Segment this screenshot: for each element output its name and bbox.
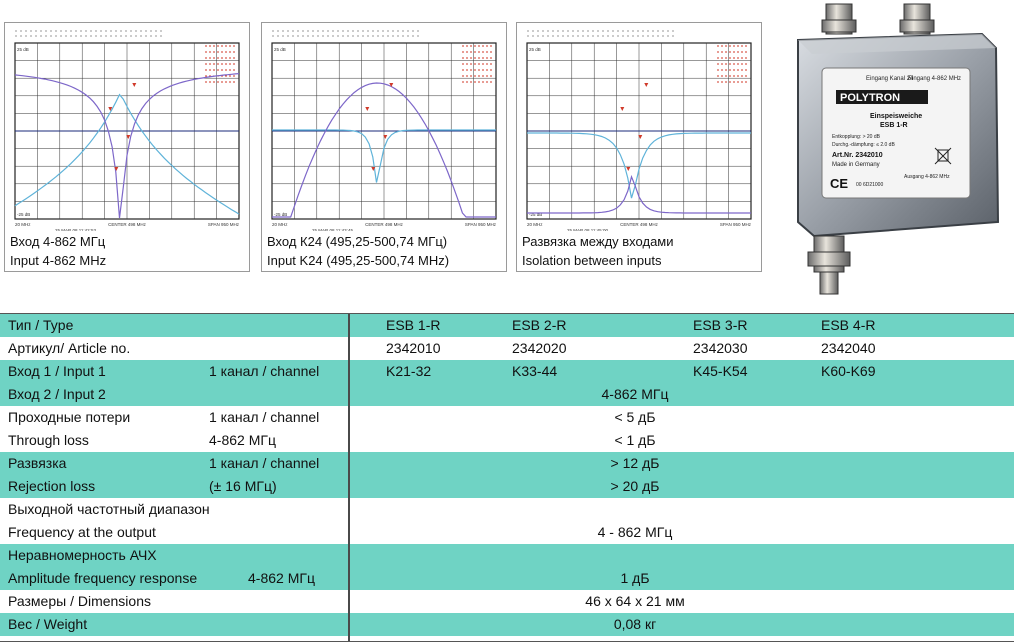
row-label: Rejection loss <box>8 478 96 494</box>
label-input1: Eingang Kanal 24 <box>866 76 914 82</box>
analyzer-plot <box>9 27 247 231</box>
f-connector-icon <box>822 4 856 34</box>
row-label: Through loss <box>8 432 89 448</box>
f-connector-icon <box>808 236 850 294</box>
scale-bottom-label: -25 dB <box>274 212 288 217</box>
chart-caption-ru: Развязка между входами <box>522 234 674 249</box>
row-label: Вход 2 / Input 2 <box>8 386 106 402</box>
row-value: > 20 дБ <box>610 478 660 494</box>
scale-top-label: 25 dB <box>274 47 286 52</box>
footer-center-label: CENTER 498 MHz <box>620 222 658 227</box>
table-row-loss-band <box>0 429 1014 452</box>
label-model: ESB 1-R <box>880 122 908 129</box>
label-spec2: Durchg.-dämpfung: ≤ 2.0 dB <box>832 142 895 148</box>
article-esb2: 2342020 <box>512 340 567 356</box>
chart-caption-ru: Вход К24 (495,25-500,74 МГц) <box>267 234 448 249</box>
footer-date-label: 25.MAR.08 11:45:00 <box>567 228 608 231</box>
row-value: 4 - 862 МГц <box>597 524 673 540</box>
row-label: Вес / Weight <box>8 616 88 632</box>
model-esb2: ESB 2-R <box>512 317 567 333</box>
table-row-dimensions <box>0 590 1014 613</box>
footer-date-label: 25.MAR.08 11:42:53 <box>55 228 96 231</box>
row-label: Артикул/ Article no. <box>8 340 131 356</box>
row-value: < 5 дБ <box>614 409 656 425</box>
scale-bottom-label: -25 dB <box>529 212 543 217</box>
table-row-type <box>0 314 1014 337</box>
label-input2: Eingang 4-862 MHz <box>908 76 962 82</box>
chart-caption-en: Input K24 (495,25-500,74 MHz) <box>267 253 450 268</box>
input1-esb2: K33-44 <box>512 363 558 379</box>
chart-card-isolation <box>516 22 762 272</box>
row-value: 46 х 64 х 21 мм <box>585 593 685 609</box>
table-row-loss-channel <box>0 406 1014 429</box>
ce-mark: CE <box>830 176 849 191</box>
footer-date-label: 25.MAR.08 11:43:45 <box>312 228 353 231</box>
footer-center-label: CENTER 498 MHz <box>365 222 403 227</box>
column-divider <box>348 314 350 641</box>
row-label: Развязка <box>8 455 67 471</box>
row-sub-label: 1 канал / channel <box>209 409 320 425</box>
label-spec1: Entkopplung: > 20 dB <box>832 134 880 140</box>
product-photo <box>786 0 1014 300</box>
row-label-en: Frequency at the output <box>8 524 156 540</box>
table-row-rejection-channel <box>0 452 1014 475</box>
table-row-amplitude <box>0 544 1014 590</box>
row-value: 1 дБ <box>620 570 650 586</box>
label-output: Ausgang 4-862 MHz <box>904 174 950 180</box>
row-label-ru: Выходной частотный диапазон <box>8 501 210 517</box>
input1-esb3: K45-K54 <box>693 363 748 379</box>
row-label: Проходные потери <box>8 409 131 425</box>
analyzer-plot <box>521 27 759 231</box>
scale-top-label: 25 dB <box>17 47 29 52</box>
article-esb3: 2342030 <box>693 340 748 356</box>
row-value: > 12 дБ <box>610 455 660 471</box>
row-label-ru: Неравномерность АЧХ <box>8 547 157 563</box>
label-title: Einspeisweiche <box>870 113 923 120</box>
row-sub-label: 4-862 МГц <box>248 570 315 586</box>
table-row-input2 <box>0 383 1014 406</box>
row-sub-label: 1 канал / channel <box>209 455 320 471</box>
chart-caption-en: Isolation between inputs <box>522 253 662 268</box>
model-esb4: ESB 4-R <box>821 317 876 333</box>
polytron-logo: POLYTRON <box>840 92 901 104</box>
article-esb1: 2342010 <box>386 340 441 356</box>
scale-bottom-label: -25 dB <box>17 212 31 217</box>
input1-esb4: K60-K69 <box>821 363 876 379</box>
scale-top-label: 25 dB <box>529 47 541 52</box>
label-code: 00 6D21000 <box>856 182 884 188</box>
footer-start-label: 20 MHz <box>527 222 543 227</box>
row-sub-label: (± 16 МГц) <box>209 478 277 494</box>
row-sub-label: 4-862 МГц <box>209 432 276 448</box>
label-artnr: Art.Nr. 2342010 <box>832 152 883 159</box>
article-esb4: 2342040 <box>821 340 876 356</box>
table-row-frequency <box>0 498 1014 544</box>
row-value: 4-862 МГц <box>601 386 669 402</box>
row-value: < 1 дБ <box>614 432 656 448</box>
analyzer-plot <box>266 27 504 231</box>
footer-span-label: SPAN 950 MHz <box>207 222 239 227</box>
spec-table <box>0 313 1014 642</box>
footer-start-label: 20 MHz <box>15 222 31 227</box>
footer-center-label: CENTER 498 MHz <box>108 222 146 227</box>
row-label-en: Amplitude frequency response <box>8 570 198 586</box>
chart-caption-ru: Вход 4-862 МГц <box>10 234 106 249</box>
table-row-rejection-offset <box>0 475 1014 498</box>
row-label: Размеры / Dimensions <box>8 593 151 609</box>
table-row-article <box>0 337 1014 360</box>
footer-span-label: SPAN 950 MHz <box>464 222 496 227</box>
model-esb1: ESB 1-R <box>386 317 441 333</box>
f-connector-icon <box>900 4 934 34</box>
row-label: Вход 1 / Input 1 <box>8 363 106 379</box>
row-label: Тип / Type <box>8 317 74 333</box>
model-esb3: ESB 3-R <box>693 317 748 333</box>
row-value: 0,08 кг <box>613 616 657 632</box>
row-sub-label: 1 канал / channel <box>209 363 320 379</box>
chart-card-input-k24 <box>261 22 507 272</box>
label-made: Made in Germany <box>832 162 880 168</box>
chart-card-input-4-862 <box>4 22 250 272</box>
footer-span-label: SPAN 950 MHz <box>719 222 751 227</box>
table-row-weight <box>0 613 1014 636</box>
table-row-input1 <box>0 360 1014 383</box>
input1-esb1: K21-32 <box>386 363 432 379</box>
chart-caption-en: Input 4-862 MHz <box>10 253 107 268</box>
footer-start-label: 20 MHz <box>272 222 288 227</box>
